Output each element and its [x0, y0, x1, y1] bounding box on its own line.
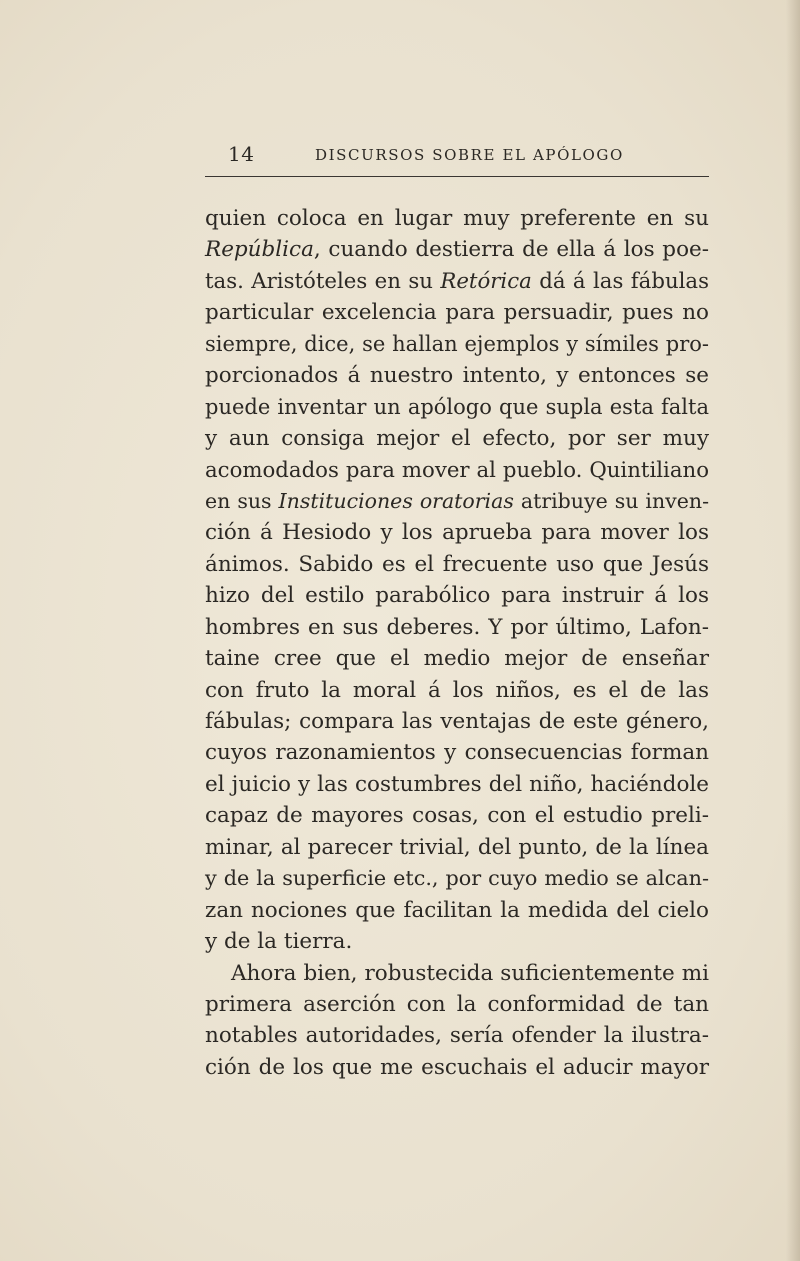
text-line: capaz de mayores cosas, con el estudio preli- [205, 803, 709, 829]
text-line: zan nociones que facilitan la medida del cielo [205, 897, 709, 923]
page-number: 14 [228, 142, 255, 166]
running-title: DISCURSOS SOBRE EL APÓLOGO [315, 146, 624, 164]
body-text [205, 203, 709, 1083]
text-line: porcionados á nuestro intento, y entonces se [205, 363, 709, 389]
italic-title: Instituciones oratorias [278, 488, 514, 513]
text-line: particular excelencia para persuadir, pues no [205, 300, 709, 326]
text-line: acomodados para mover al pueblo. Quintiliano [205, 457, 709, 483]
text-line: cuyos razonamientos y consecuencias forman [205, 740, 709, 766]
page-edge-shadow [786, 0, 800, 1261]
text-line: hombres en sus deberes. Y por último, Lafon- [205, 614, 709, 640]
text-line: en sus Instituciones oratorias atribuye su inven- [205, 488, 709, 513]
text-line: y aun consiga mejor el efecto, por ser muy [205, 426, 709, 452]
text-line: República, cuando destierra de ella á los poe- [205, 237, 709, 263]
text-line: y de la superficie etc., por cuyo medio se alcan- [205, 866, 709, 891]
italic-title: República [205, 237, 314, 263]
text-line: ción de los que me escuchais el aducir mayor [205, 1054, 709, 1080]
text-line: notables autoridades, sería ofender la ilustra- [205, 1023, 709, 1049]
text-line: minar, al parecer trivial, del punto, de la línea [205, 834, 709, 860]
text-line: fábulas; compara las ventajas de este género, [205, 709, 709, 734]
page-header [205, 142, 710, 168]
italic-title: Retórica [440, 268, 532, 294]
text-line: quien coloca en lugar muy preferente en su [205, 206, 709, 231]
text-line: hizo del estilo parabólico para instruir á los [205, 583, 709, 609]
text-line: con fruto la moral á los niños, es el de las [205, 677, 709, 703]
text-line: ánimos. Sabido es el frecuente uso que Jesús [205, 551, 709, 577]
text-line: primera aserción con la conformidad de tan [205, 991, 709, 1017]
text-line: puede inventar un apólogo que supla esta falta [205, 394, 709, 419]
text-line: ción á Hesiodo y los aprueba para mover los [205, 520, 709, 546]
text-line: Ahora bien, robustecida suficientemente mi [231, 960, 709, 986]
text-line: el juicio y las costumbres del niño, haciéndole [205, 771, 709, 797]
text-line: siempre, dice, se hallan ejemplos y símiles pro- [205, 331, 709, 356]
text-line: tas. Aristóteles en su Retórica dá á las fábulas [205, 268, 710, 294]
header-rule [205, 176, 709, 177]
text-line: y de la tierra. [205, 929, 353, 955]
text-line: taine cree que el medio mejor de enseñar [205, 646, 709, 672]
